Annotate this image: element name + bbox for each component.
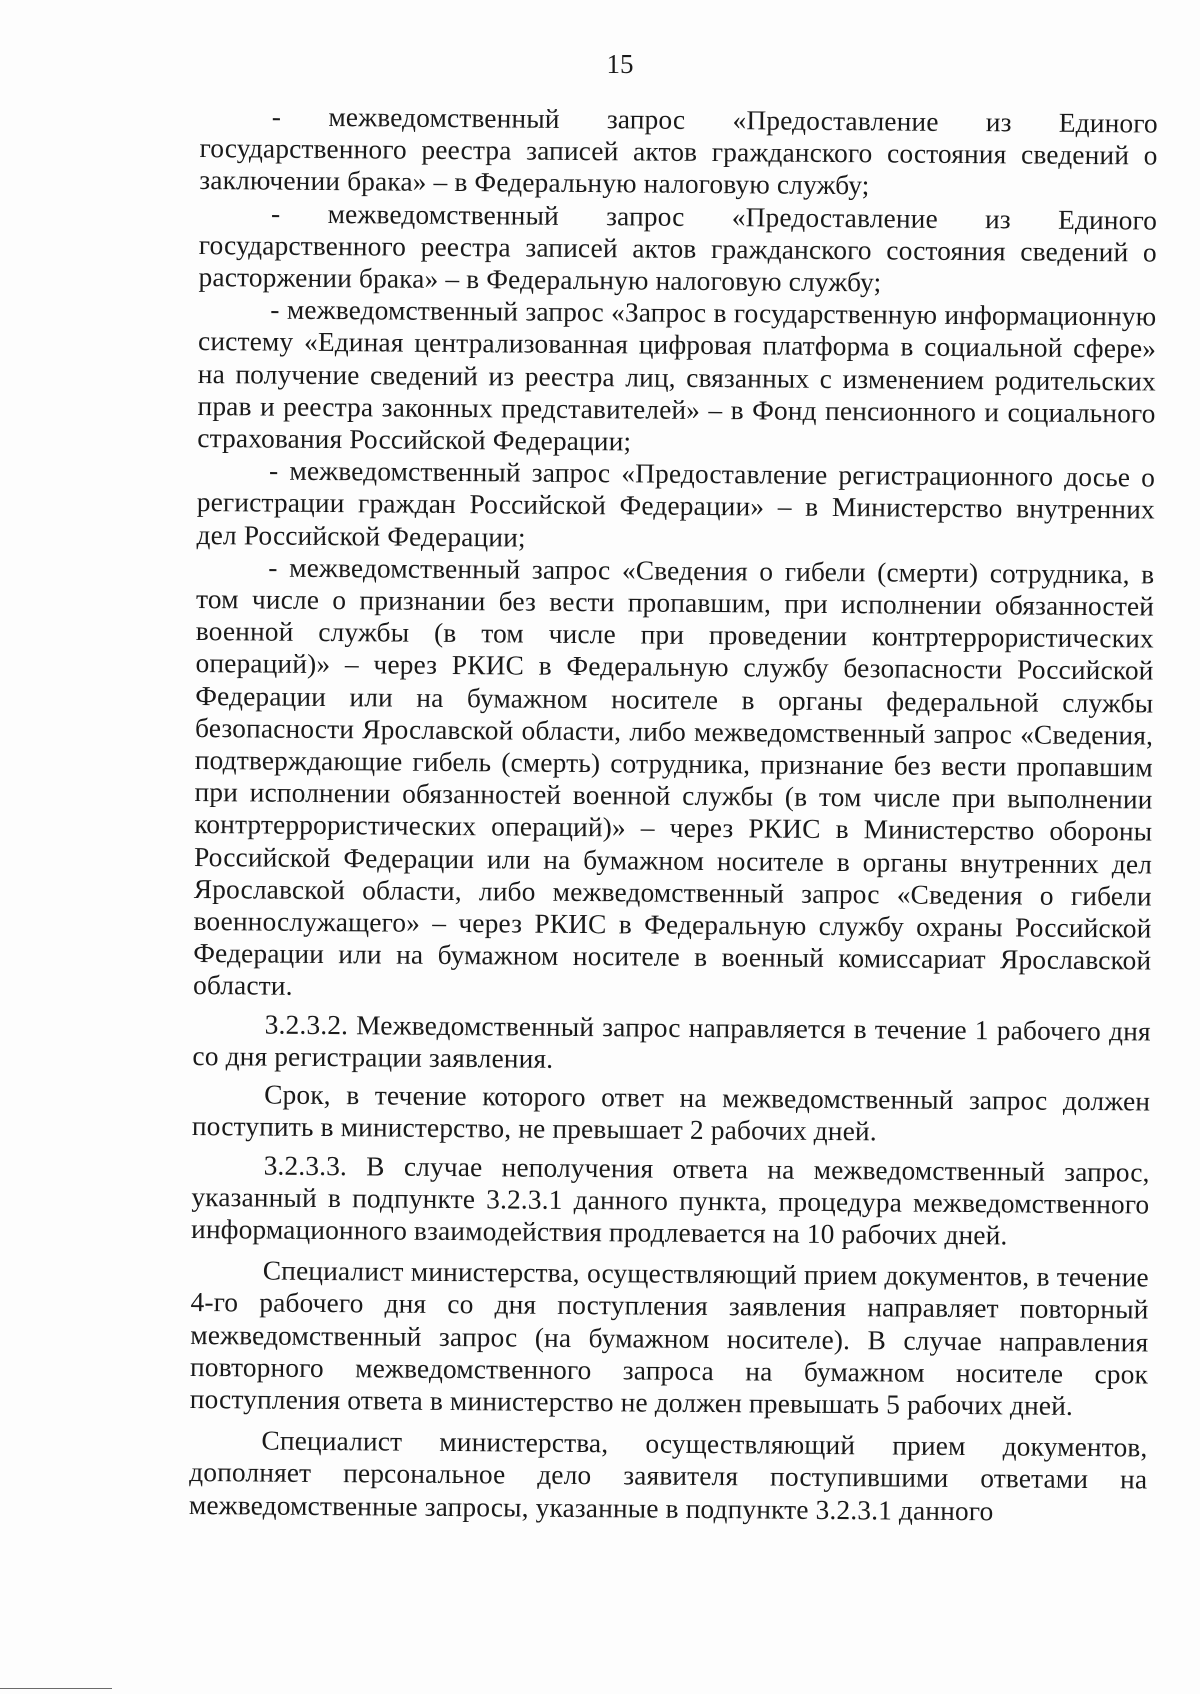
paragraph: 3.2.3.2. Межведомственный запрос направляется в течение 1 рабочего дня со дня регистрации заявления. [192,1009,1151,1074]
document-body [189,100,1158,1528]
footer-rule [0,1688,112,1689]
paragraph: - межведомственный запрос «Предоставление из Единого государственного реестра записей актов гражданского состояния сведений о расторжении брака» – в Федеральную налоговую службу; [198,198,1158,298]
paragraph: - межведомственный запрос «Предоставление регистрационного досье о регистрации граждан Российской Федерации» – в Министерство внутренних дел Российской Федерации; [196,455,1156,553]
paragraph: 3.2.3.3. В случае неполучения ответа на межведомственный запрос, указанный в подпункте 3.2.3.1 данного пункта, процедура межведомственного информационного взаимодействия продлевается на 10 рабочих дней. [191,1150,1150,1251]
paragraph: - межведомственный запрос «Предоставление из Единого государственного реестра записей актов гражданского состояния сведений о заключении брака» – в Федеральную налоговую службу; [199,101,1158,201]
paragraph: - межведомственный запрос «Сведения о гибели (смерти) сотрудника, в том числе о признании без вести пропавшим, при исполнении обязанностей военной службы (в том числе при проведении контртеррористических операций)» – через РКИС в Федеральную службу безопасности Российской Федерации или на бумажном носителе в органы федеральной службы безопасности Ярославской области, либо межведомственный запрос «Сведения, подтверждающие гибель (смерть) сотрудника, признание без вести пропавшим при исполнении обязанностей военной службы (в том числе при выполнении контртеррористических операций)» – через РКИС в Министерство обороны Российской Федерации или на бумажном носителе в органы внутренних дел Ярославской области, либо межведомственный запрос «Сведения о гибели военнослужащего» – через РКИС в Федеральную службу охраны Российской Федерации или на бумажном носителе в военный комиссариат Ярославской области. [192,552,1155,1002]
paragraph: Специалист министерства, осуществляющий прием документов, в течение 4-го рабочего дня со дня поступления заявления направляет повторный межведомственный запрос (на бумажном носителе). В случае направления повторного межведомственного запроса на бумажном носителе срок поступления ответа в министерство не должен превышать 5 рабочих дней. [189,1255,1149,1421]
paragraph: Срок, в течение которого ответ на межведомственный запрос должен поступить в министерство, не превышает 2 рабочих дней. [191,1079,1151,1147]
paragraph: Специалист министерства, осуществляющий прием документов, дополняет персональное дело заявителя поступившими ответами на межведомственные запросы, указанные в подпункте 3.2.3.1 данного [188,1425,1148,1526]
page-number: 15 [606,49,634,79]
paragraph: - межведомственный запрос «Запрос в государственную информационную систему «Единая централизованная цифровая платформа в социальной сфере» на получение сведений из реестра лиц, связанных с изменением родительских прав и реестра законных представителей» – в Фонд пенсионного и социального страхования Российской Федерации; [197,294,1157,457]
